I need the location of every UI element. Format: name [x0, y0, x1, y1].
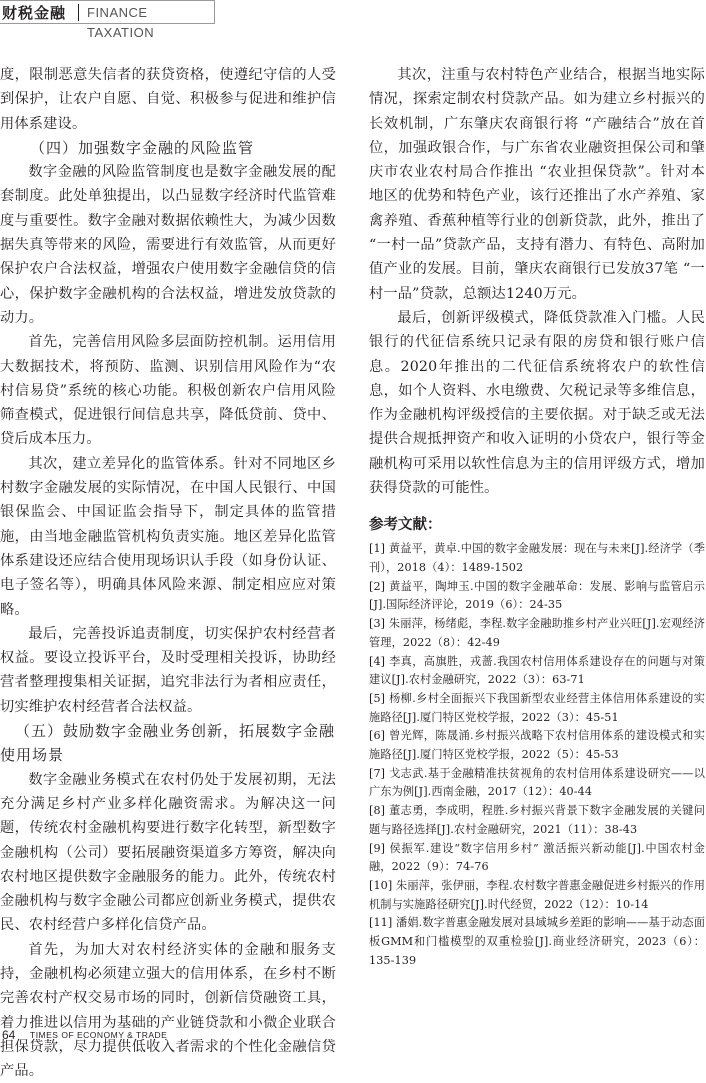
- paragraph: 首先，完善信用风险多层面防控机制。运用信用大数据技术，将预防、监测、识别信用风险作为“农村信易贷”系统的核心功能。积极创新农户信用风险筛查模式，促进银行间信息共享，降低贷前、贷中、贷后成本压力。: [0, 334, 336, 448]
- references-list: [369, 540, 705, 970]
- paragraph: 度，限制恶意失信者的获贷资格，使遵纪守信的人受到保护，让农户自愿、自觉、积极参与促进和维护信用体系建设。: [0, 67, 336, 132]
- left-column: [0, 63, 336, 1083]
- right-column: [369, 63, 705, 971]
- paragraph: 其次，建立差异化的监管体系。针对不同地区乡村数字金融发展的实际情况，在中国人民银行、中国银保监会、中国证监会指导下，制定具体的监管措施，由当地金融监管机构负责实施。地区差异化监管体系建设还应结合使用现场识认手段（如身份认证、电子签名等），明确具体风险来源、制定相应应对策略。: [0, 455, 336, 618]
- section-banner: [0, 0, 215, 40]
- section-title-en: FINANCE TAXATION: [87, 5, 155, 40]
- header-divider: [78, 4, 79, 21]
- reference-item: [9] 侯振军.建设“数字信用乡村” 激活振兴新动能[J].中国农村金融，2022（9）：74-76: [369, 841, 705, 874]
- reference-item: [7] 戈志武.基于金融精准扶贫视角的农村信用体系建设研究——以广东为例[J].西南金融，2017（12）：40-44: [369, 766, 705, 799]
- section-title-cn: 财税金融: [2, 4, 67, 22]
- page-number: 64: [2, 1028, 16, 1042]
- reference-item: [3] 朱丽萍，杨绪彪，李程.数字金融助推乡村产业兴旺[J].宏观经济管理，2022（8）：42-49: [369, 617, 705, 649]
- reference-item: [5] 杨柳.乡村全面振兴下我国新型农业经营主体信用体系建设的实施路径[J].厦门特区党校学报，2022（3）：45-51: [369, 691, 705, 724]
- page-header: [0, 0, 706, 40]
- section-heading: （四）加强数字金融的风险监管: [30, 138, 255, 157]
- paragraph: 最后，完善投诉追责制度，切实保护农村经营者权益。要设立投诉平台，及时受理相关投诉，协助经营者整理搜集相关证据，追究非法行为者相应责任，切实维护农村经营者合法权益。: [0, 625, 336, 715]
- page-footer: [0, 1027, 706, 1043]
- reference-item: [4] 李真，高旗胜，戎蔷.我国农村信用体系建设存在的问题与对策建议[J].农村金融研究，2022（3）：63-71: [369, 654, 705, 687]
- reference-item: [1] 黄益平，黄卓.中国的数字金融发展：现在与未来[J].经济学（季刊），2018（4）：1489-1502: [369, 542, 705, 575]
- reference-item: [8] 董志勇，李成明，程胜.乡村振兴背景下数字金融发展的关键问题与路径选择[J].农村金融研究，2021（11）：38-43: [369, 804, 705, 836]
- reference-item: [10] 朱丽萍，张伊丽，李程.农村数字普惠金融促进乡村振兴的作用机制与实施路径研究[J].时代经贸，2022（12）：10-14: [369, 879, 705, 911]
- paragraph: 最后，创新评级模式，降低贷款准入门槛。人民银行的代征信系统只记录有限的房贷和银行账户信息。2020年推出的二代征信系统将农户的软性信息，如个人资料、水电缴费、欠税记录等多维信息，作为金融机构评级授信的主要依据。对于缺乏或无法提供合规抵押资产和收入证明的小贷农户，银行等金融机构可采用以软性信息为主的信用评级方式，增加获得贷款的可能性。: [369, 309, 705, 497]
- paragraph: 首先，为加大对农村经济实体的金融和服务支持，金融机构必须建立强大的信用体系，在乡村不断完善农村产权交易市场的同时，创新信贷融资工具，着力推进以信用为基础的产业链贷款和小微企业联合担保贷款，尽力提供低收入者需求的个性化金融信贷产品。: [0, 941, 336, 1080]
- paragraph: 其次，注重与农村特色产业结合，根据当地实际情况，探索定制农村贷款产品。如为建立乡村振兴的长效机制，广东肇庆农商银行将 “产融结合”放在首位，加强政银合作，与广东省农业融资担保公司和肇庆市农业农村局合作推出 “农业担保贷款”。针对本地区的优势和特色产业，该行还推出了水产养殖、家禽养殖、香蕉种植等行业的创新贷款，此外，推出了 “一村一品”贷款产品，支持有潜力、有特色、高附加值产业的发展。目前，肇庆农商银行已发放37笔 “一村一品”贷款，总额达1240万元。: [369, 67, 705, 302]
- paragraph: 数字金融业务模式在农村仍处于发展初期，无法充分满足乡村产业多样化融资需求。为解决这一问题，传统农村金融机构要进行数字化转型，新型数字金融机构（公司）要拓展融资渠道多方筹资，解决向农村地区提供数字金融服务的能力。此外，传统农村金融机构与数字金融公司都应创新业务模式，提供农民、农村经营户多样化信贷产品。: [0, 771, 336, 934]
- reference-item: [6] 曾光辉，陈晟涌.乡村振兴战略下农村信用体系的建设模式和实施路径[J].厦门特区党校学报，2022（5）：45-53: [369, 729, 705, 762]
- reference-item: [2] 黄益平，陶坤玉.中国的数字金融革命：发展、影响与监管启示[J].国际经济评论，2019（6）：24-35: [369, 579, 705, 612]
- paragraph: 数字金融的风险监管制度也是数字金融发展的配套制度。此处单独提出，以凸显数字经济时代监管难度与重要性。数字金融对数据依赖性大，为减少因数据失真等带来的风险，需要进行有效监管，从而更好保护农户合法权益，增强农户使用数字金融信贷的信心，保护数字金融机构的合法权益，增进发放贷款的动力。: [0, 164, 336, 326]
- publication-title: TIMES OF ECONOMY & TRADE: [30, 1030, 168, 1040]
- references-title: 参考文献：: [369, 517, 442, 534]
- reference-item: [11] 潘娟.数字普惠金融发展对县域城乡差距的影响——基于动态面板GMM和门槛模型的双重检验[J].商业经济研究，2023（6）：135-139: [369, 916, 705, 967]
- section-heading: （五）鼓励数字金融业务创新，拓展数字金融使用场景: [0, 722, 336, 765]
